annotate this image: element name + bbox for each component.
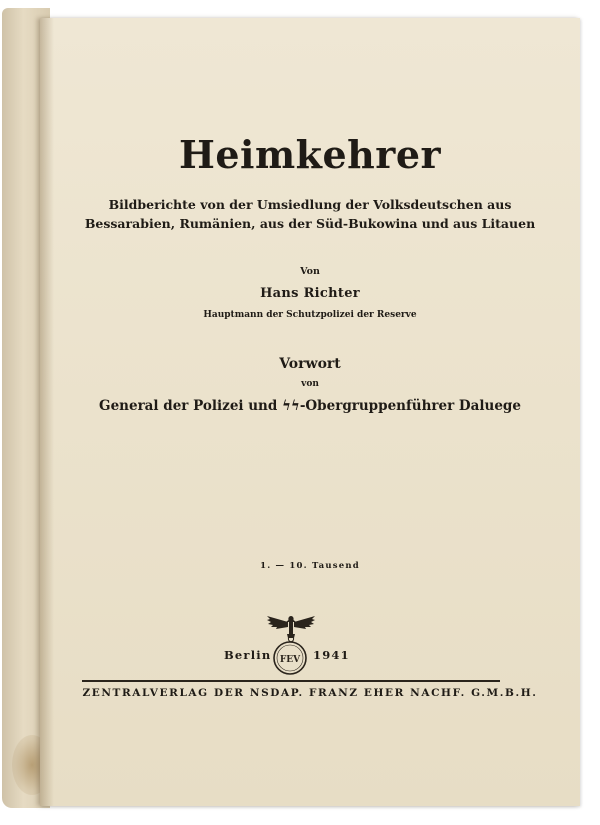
publication-city: Berlin — [224, 648, 272, 662]
publisher-name: ZENTRALVERLAG DER NSDAP. FRANZ EHER NACHF. G.M.B.H. — [82, 687, 538, 699]
foreword-by-label: von — [301, 379, 319, 389]
subtitle-line-2: Bessarabien, Rumänien, aus der Süd-Bukowina und aus Litauen — [84, 216, 536, 231]
by-label: Von — [300, 266, 320, 277]
publication-year: 1941 — [313, 648, 350, 662]
book-title: Heimkehrer — [178, 132, 442, 177]
edition-note: 1. — 10. Tausend — [260, 561, 360, 571]
publisher-seal-icon — [272, 640, 308, 676]
author-name: Hans Richter — [260, 286, 360, 301]
foreword-author: General der Polizei und ϟϟ-Obergruppenführer Daluege — [99, 398, 521, 414]
eagle-emblem-icon — [265, 612, 317, 642]
publisher-divider — [82, 680, 500, 682]
foreword-label: Vorwort — [279, 356, 341, 372]
author-rank: Hauptmann der Schutzpolizei der Reserve — [203, 310, 417, 320]
seal-letters: FEV — [279, 655, 301, 665]
subtitle-line-1: Bildberichte von der Umsiedlung der Volksdeutschen aus — [108, 197, 512, 212]
